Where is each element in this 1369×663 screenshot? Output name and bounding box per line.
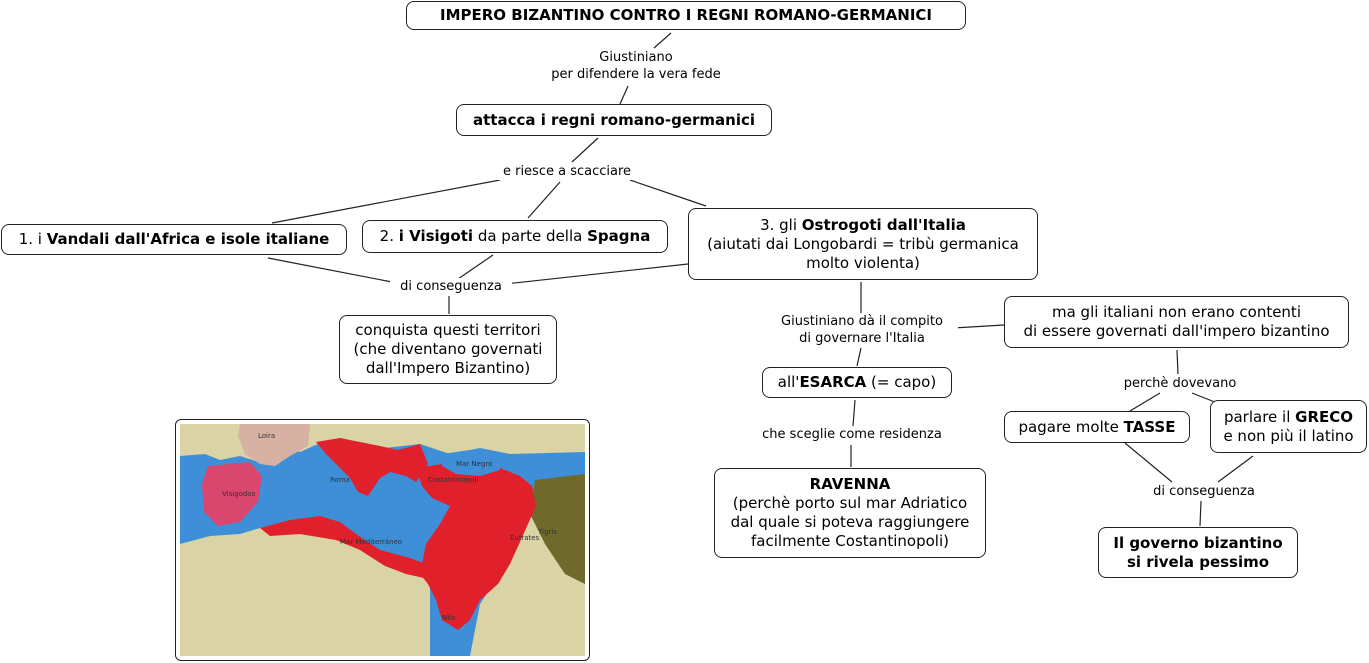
ostrogoti-line2: (aiutati dai Longobardi = tribù germanica — [707, 234, 1019, 253]
link-compito-esarca — [857, 348, 861, 366]
pessimo-node — [1098, 527, 1298, 578]
ostrogoti-node — [688, 208, 1038, 280]
link-vandali-conseguenza — [268, 258, 392, 282]
link-visigoti-conseguenza — [458, 255, 493, 279]
link-riesce-ostrogoti — [630, 180, 706, 206]
label-riesce: e riesce a scacciare — [492, 163, 642, 180]
esarca-text: all'ESARCA (= capo) — [777, 373, 937, 391]
link-riesce-vandali — [272, 180, 500, 223]
italiani-line1: ma gli italiani non erano contenti — [1051, 303, 1301, 321]
link-conseguenza-pessimo — [1200, 501, 1201, 526]
ravenna-line2: (perchè porto sul mar Adriatico — [732, 494, 968, 512]
attacca-node — [456, 104, 772, 136]
greco-line2: e non più il latino — [1223, 426, 1354, 445]
pessimo-line2: si rivela pessimo — [1126, 552, 1270, 571]
esarca-node — [762, 367, 952, 398]
label-giustiniano: Giustiniano per difendere la vera fede — [539, 49, 733, 83]
link-title-giustiniano — [654, 33, 671, 48]
visigoti-text: 2. i Visigoti da parte della Spagna — [379, 227, 651, 245]
conquista-line1: conquista questi territori — [355, 321, 541, 339]
link-riesce-visigoti — [528, 182, 560, 218]
tasse-text: pagare molte TASSE — [1018, 417, 1176, 436]
visigoti-node — [362, 220, 668, 253]
vandali-node — [1, 224, 347, 255]
greco-node — [1210, 400, 1367, 453]
conquista-node — [339, 315, 557, 384]
link-ostrogoti-conseguenza — [505, 264, 688, 284]
label-conseguenza-2: di conseguenza — [1143, 483, 1265, 500]
ostrogoti-line3: molto violenta) — [806, 253, 920, 272]
ravenna-line3: dal quale si poteva raggiungere — [730, 513, 970, 531]
label-conseguenza-1: di conseguenza — [390, 278, 512, 295]
svg-text:Tigris: Tigris — [538, 528, 557, 536]
label-residenza: che sceglie come residenza — [750, 426, 954, 443]
link-giustiniano-attacca — [620, 86, 628, 104]
ostrogoti-line1: 3. gli Ostrogoti dall'Italia — [760, 215, 966, 234]
attacca-text: attacca i regni romano-germanici — [472, 110, 755, 129]
link-dovevano-tasse — [1130, 393, 1160, 411]
ravenna-node — [714, 468, 986, 558]
italiani-node — [1004, 296, 1349, 348]
svg-text:Mar Mediterráneo: Mar Mediterráneo — [340, 538, 403, 546]
conquista-line2: (che diventano governati — [353, 340, 543, 358]
svg-text:Costantinopoli: Costantinopoli — [428, 476, 479, 484]
pessimo-line1: Il governo bizantino — [1113, 533, 1283, 552]
label-compito: Giustiniano dà il compito di governare l'Italia — [766, 313, 958, 347]
vandali-text: 1. i Vandali dall'Africa e isole italiane — [18, 230, 330, 248]
link-esarca-residenza — [853, 400, 855, 426]
byzantine-empire-map — [180, 424, 585, 656]
greco-line1: parlare il GRECO — [1223, 407, 1354, 426]
label-dovevano: perchè dovevano — [1113, 375, 1247, 392]
italiani-line2: di essere governati dall'impero bizantino — [1023, 322, 1330, 340]
title-text: IMPERO BIZANTINO CONTRO I REGNI ROMANO-GERMANICI — [439, 6, 933, 24]
tasse-node — [1004, 411, 1190, 443]
link-italiani-dovevano — [1177, 350, 1178, 374]
conquista-line3: dall'Impero Bizantino) — [365, 359, 531, 377]
svg-text:Nilo: Nilo — [442, 614, 456, 622]
svg-text:Mar Negro: Mar Negro — [456, 460, 493, 468]
svg-text:Visigodos: Visigodos — [222, 490, 256, 498]
link-attacca-riesce — [572, 138, 598, 162]
ravenna-line4: facilmente Costantinopoli) — [751, 532, 949, 550]
map-image — [175, 419, 590, 661]
link-italiani-compito — [953, 325, 1004, 328]
link-greco-conseguenza — [1218, 456, 1253, 482]
svg-text:Eufrates: Eufrates — [510, 534, 540, 542]
link-tasse-conseguenza — [1125, 443, 1172, 482]
svg-text:Roma: Roma — [330, 476, 350, 484]
ravenna-title: RAVENNA — [809, 475, 891, 493]
title-node — [406, 1, 966, 30]
svg-text:Loira: Loira — [258, 432, 276, 440]
